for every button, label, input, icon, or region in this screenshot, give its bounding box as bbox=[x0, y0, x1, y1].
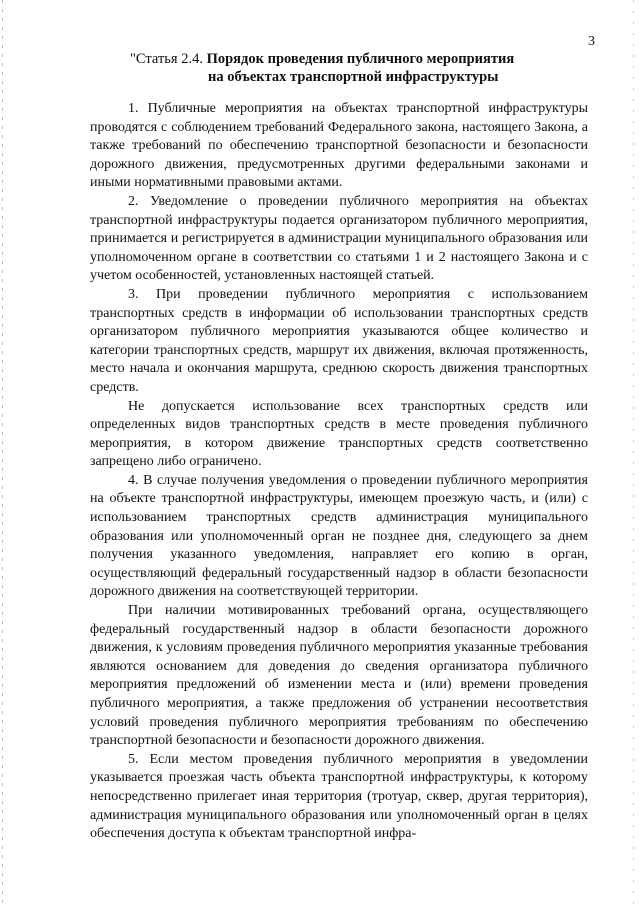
article-title-line1: Порядок проведения публичного мероприятия bbox=[206, 51, 515, 67]
paragraph-3-continuation: Не допускается использование всех транспортных средств или определенных видов транспортных средств в месте проведения публичного мероприятия, в котором движение транспортных средств соответственно запрещено либо ограничено. bbox=[90, 398, 588, 470]
article-body bbox=[90, 100, 588, 844]
paragraph-2: 2. Уведомление о проведении публичного мероприятия на объектах транспортной инфраструктуры подается организатором публичного мероприятия, принимается и регистрируется в администрации муниципального образования или уполномоченном органе в соответствии со статьями 1 и 2 настоящего Закона и с учетом особенностей, установленных настоящей статьей. bbox=[90, 193, 588, 284]
scan-edge-left bbox=[2, 0, 3, 905]
article-heading bbox=[130, 50, 560, 86]
article-title-line2: на объектах транспортной инфраструктуры bbox=[208, 69, 499, 85]
article-number: "Статья 2.4. bbox=[130, 51, 207, 67]
paragraph-4: 4. В случае получения уведомления о проведении публичного мероприятия на объекте транспортной инфраструктуры, имеющем проезжую часть, и (или) с использованием транспортных средств администрация муниципального образования или уполномоченный орган не позднее дня, следующего за днем получения указанного уведомления, направляет его копию в орган, осуществляющий федеральный государственный надзор в области безопасности дорожного движения на соответствующей территории. bbox=[90, 472, 588, 600]
paragraph-5: 5. Если местом проведения публичного мероприятия в уведомлении указывается проезжая часть объекта транспортной инфраструктуры, к которому непосредственно прилегает иная территория (тротуар, сквер, другая территория), администрация муниципального образования или уполномоченный орган в целях обеспечения доступа к объектам транспортной инфра- bbox=[90, 751, 588, 842]
paragraph-3: 3. При проведении публичного мероприятия с использованием транспортных средств в информации об использовании транспортных средств организатором публичного мероприятия указываются общее количество и категории транспортных средств, маршрут их движения, включая протяженность, место начала и окончания маршрута, среднюю скорость движения транспортных средств. bbox=[90, 286, 588, 395]
scan-edge-right bbox=[633, 0, 634, 905]
page-number: 3 bbox=[588, 34, 595, 49]
paragraph-4-continuation: При наличии мотивированных требований органа, осуществляющего федеральный государственный надзор в области безопасности дорожного движения, к условиям проведения публичного мероприятия указанные требования являются основанием для доведения до сведения организатора публичного мероприятия предложений об изменении места и (или) времени проведения публичного мероприятия, а также предложения об устранении несоответствия условий проведения публичного мероприятия требованиям по обеспечению транспортной безопасности и безопасности дорожного движения. bbox=[90, 603, 588, 749]
paragraph-1: 1. Публичные мероприятия на объектах транспортной инфраструктуры проводятся с соблюдением требований Федерального закона, настоящего Закона, а также требований по обеспечению транспортной безопасности и безопасности дорожного движения, предусмотренных другими федеральными законами и иными нормативными правовыми актами. bbox=[90, 101, 588, 191]
